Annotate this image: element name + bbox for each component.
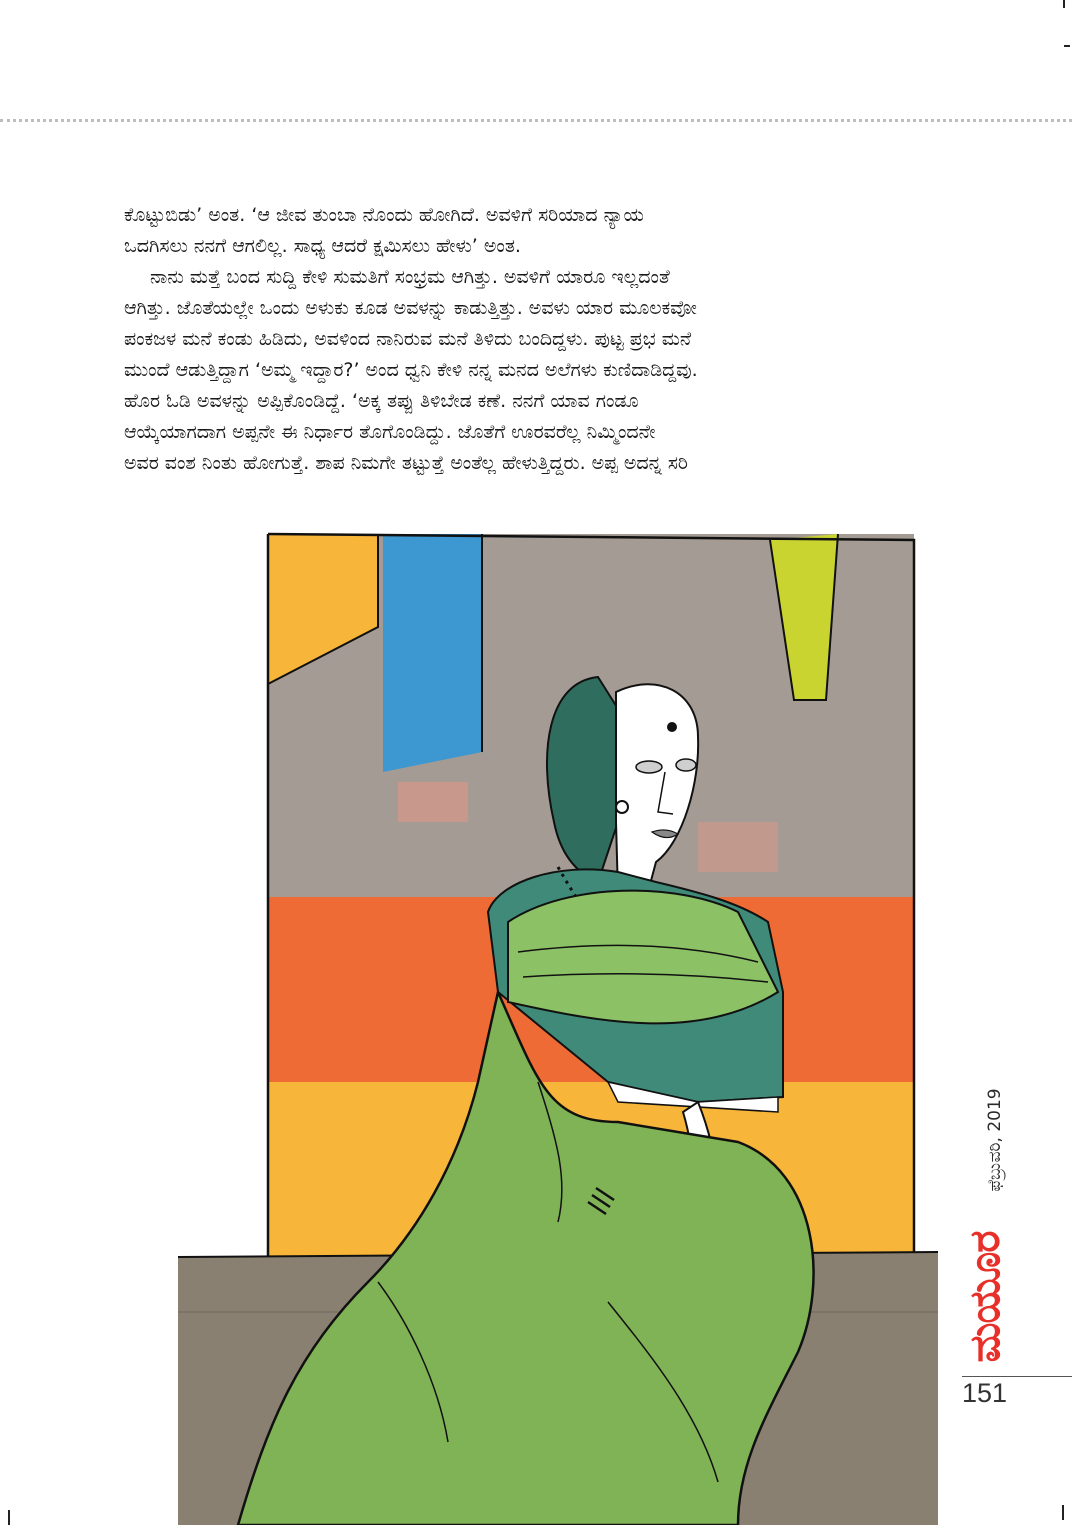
magazine-logo: ಮಯೂರ bbox=[960, 1231, 1009, 1363]
story-line: ಪಂಕಜಳ ಮನೆ ಕಂಡು ಹಿಡಿದು, ಅವಳಿಂದ ನಾನಿರುವ ಮನೆ ತಿಳಿದು ಬಂದಿದ್ದಳು. ಪುಟ್ಟ ಪ್ರಭ ಮನೆ bbox=[124, 328, 692, 350]
woman-in-saree-illustration bbox=[178, 522, 938, 1525]
story-line: ಹೊರ ಓಡಿ ಅವಳನ್ನು ಅಪ್ಪಿಕೊಂಡಿದ್ದೆ. ‘ಅಕ್ಕ ತಪ್ಪು ತಿಳಿಬೇಡ ಕಣೆ. ನನಗೆ ಯಾವ ಗಂಡೂ bbox=[124, 390, 639, 412]
story-line: ಆಯ್ಕೆಯಾಗದಾಗ ಅಪ್ಪನೇ ಈ ನಿರ್ಧಾರ ತೊಗೊಂಡಿದ್ದು. ಜೊತೆಗೆ ಊರವರೆಲ್ಲ ನಿಮ್ಮಿಂದನೇ bbox=[124, 421, 656, 443]
crop-mark-bottom-left bbox=[8, 1510, 10, 1525]
page-number-rule bbox=[962, 1376, 1072, 1377]
story-line: ಒದಗಿಸಲು ನನಗೆ ಆಗಲಿಲ್ಲ. ಸಾಧ್ಯ ಆದರೆ ಕ್ಷಮಿಸಲು ಹೇಳು’ ಅಂತ. bbox=[124, 235, 521, 257]
header-dotted-rule bbox=[0, 119, 1072, 122]
story-line: ಮುಂದೆ ಆಡುತ್ತಿದ್ದಾಗ ‘ಅಮ್ಮ ಇದ್ದಾರ?’ ಅಂದ ಧ್ವನಿ ಕೇಳಿ ನನ್ನ ಮನದ ಅಲೆಗಳು ಕುಣಿದಾಡಿದ್ದವು. bbox=[124, 359, 698, 381]
story-line: ಆಗಿತ್ತು. ಜೊತೆಯಲ್ಲೇ ಒಂದು ಅಳುಕು ಕೂಡ ಅವಳನ್ನು ಕಾಡುತ್ತಿತ್ತು. ಅವಳು ಯಾರ ಮೂಲಕವೋ bbox=[124, 297, 697, 319]
story-line: ನಾನು ಮತ್ತೆ ಬಂದ ಸುದ್ದಿ ಕೇಳಿ ಸುಮತಿಗೆ ಸಂಭ್ರಮ ಆಗಿತ್ತು. ಅವಳಿಗೆ ಯಾರೂ ಇಲ್ಲದಂತೆ bbox=[150, 266, 670, 288]
story-line: ಕೊಟ್ಟುಬಿಡು’ ಅಂತ. ‘ಆ ಜೀವ ತುಂಬಾ ನೊಂದು ಹೋಗಿದೆ. ಅವಳಿಗೆ ಸರಿಯಾದ ನ್ಯಾಯ bbox=[124, 204, 644, 226]
crop-mark-top-right bbox=[1063, 0, 1065, 8]
page-number: 151 bbox=[962, 1378, 1008, 1408]
crop-mark-bottom-right bbox=[1062, 1505, 1064, 1520]
story-line: ಅವರ ವಂಶ ನಿಂತು ಹೋಗುತ್ತೆ. ಶಾಪ ನಿಮಗೇ ತಟ್ಟುತ್ತೆ ಅಂತೆಲ್ಲ ಹೇಳುತ್ತಿದ್ದರು. ಅಪ್ಪ ಅದನ್ನ ಸರಿ bbox=[124, 452, 688, 474]
crop-mark-right-tick bbox=[1064, 45, 1070, 47]
issue-date: ಫೆಬ್ರುವರಿ, 2019 bbox=[985, 1088, 1005, 1192]
story-text bbox=[124, 200, 924, 479]
